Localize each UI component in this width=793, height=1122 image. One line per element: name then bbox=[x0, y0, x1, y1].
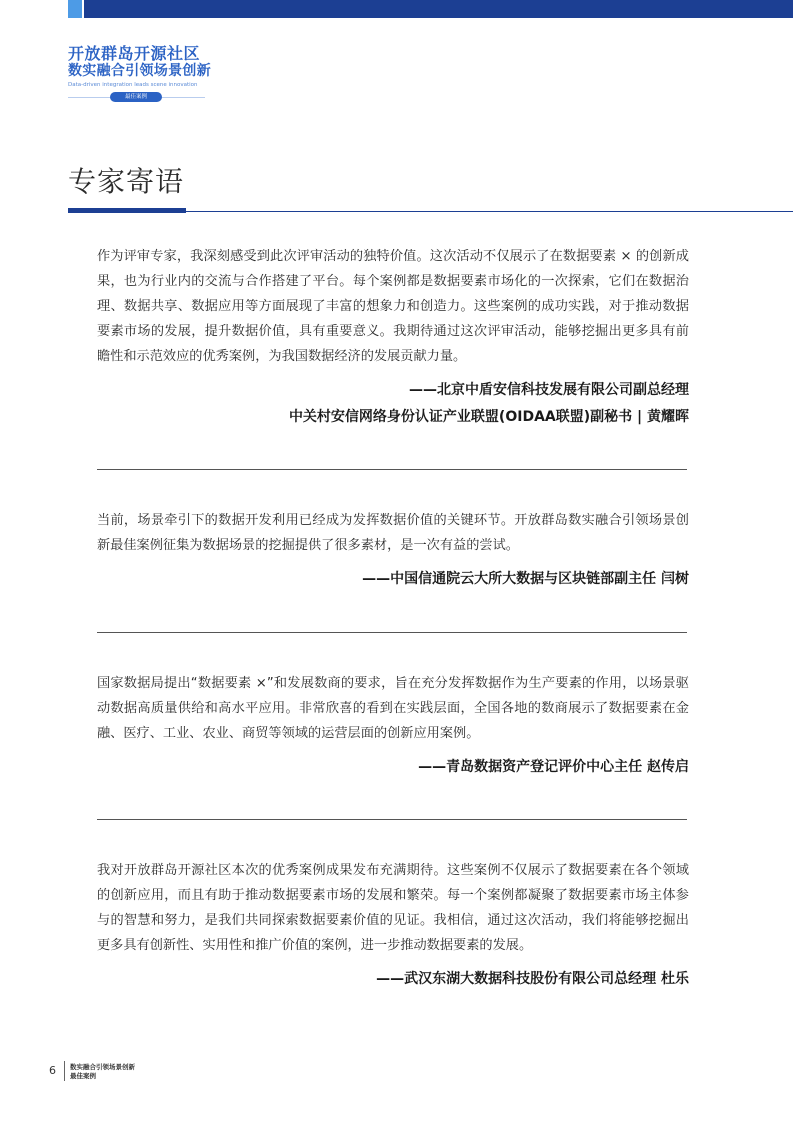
quote-attribution: ——中国信通院云大所大数据与区块链部副主任 闫树 bbox=[362, 571, 689, 587]
header-accent-bar bbox=[68, 0, 82, 18]
logo-pill-row bbox=[68, 92, 213, 102]
footer-title: 数实融合引领场景创新 bbox=[70, 1063, 135, 1071]
quote-text: 作为评审专家，我深刻感受到此次评审活动的独特价值。这次活动不仅展示了在数据要素 × 的创新成果，也为行业内的交流与合作搭建了平台。每个案例都是数据要素市场化的一次探索，它们在数据治理、数据共享、数据应用等方面展现了丰富的想象力和创造力。这些案例的成功实践，对于推动数据要素市场的发展，提升数据价值，具有重要意义。我期待通过这次评审活动，能够挖掘出更多具有前瞻性和示范效应的优秀案例，为我国数据经济的发展贡献力量。 bbox=[97, 249, 689, 364]
quote-text: 我对开放群岛开源社区本次的优秀案例成果发布充满期待。这些案例不仅展示了数据要素在各个领域的创新应用，而且有助于推动数据要素市场的发展和繁荣。每一个案例都凝聚了数据要素市场主体参与的智慧和努力，是我们共同探索数据要素价值的见证。我相信，通过这次活动，我们将能够挖掘出更多具有创新性、实用性和推广价值的案例，进一步推动数据要素的发展。 bbox=[97, 863, 689, 953]
expert-quote bbox=[97, 508, 689, 593]
logo-english: Data-driven integration leads scene innovation bbox=[68, 82, 198, 88]
title-underline-accent bbox=[68, 208, 186, 213]
section-divider bbox=[97, 819, 687, 820]
section-divider bbox=[97, 632, 687, 633]
brand-logo bbox=[68, 44, 213, 102]
expert-quote bbox=[97, 671, 689, 781]
quote-attribution-secondary: 中关村安信网络身份认证产业联盟(OIDAA联盟)副秘书 | 黄耀晖 bbox=[288, 409, 689, 425]
quote-text: 当前，场景牵引下的数据开发利用已经成为发挥数据价值的关键环节。开放群岛数实融合引领场景创新最佳案例征集为数据场景的挖掘提供了很多素材，是一次有益的尝试。 bbox=[97, 513, 689, 553]
quote-attribution: ——武汉东湖大数据科技股份有限公司总经理 杜乐 bbox=[376, 971, 689, 987]
logo-title: 开放群岛开源社区 bbox=[68, 44, 201, 63]
quote-text: 国家数据局提出“数据要素 ×”和发展数商的要求，旨在充分发挥数据作为生产要素的作用，以场景驱动数据高质量供给和高水平应用。非常欣喜的看到在实践层面，全国各地的数商展示了数据要素在金融、医疗、工业、农业、商贸等领域的运营层面的创新应用案例。 bbox=[97, 676, 689, 741]
quote-attribution: ——北京中盾安信科技发展有限公司副总经理 bbox=[409, 382, 689, 398]
section-divider bbox=[97, 469, 687, 470]
page-title: 专家寄语 bbox=[68, 165, 185, 198]
expert-quote bbox=[97, 244, 689, 431]
quote-attribution: ——青岛数据资产登记评价中心主任 赵传启 bbox=[418, 759, 689, 775]
logo-pill: 最佳案例 bbox=[110, 92, 162, 102]
header-bar bbox=[84, 0, 793, 18]
logo-subtitle: 数实融合引领场景创新 bbox=[68, 63, 211, 79]
page-number: 6 bbox=[49, 1064, 56, 1077]
footer-separator bbox=[64, 1061, 65, 1081]
expert-quote bbox=[97, 858, 689, 993]
footer-subtitle: 最佳案例 bbox=[70, 1072, 96, 1080]
